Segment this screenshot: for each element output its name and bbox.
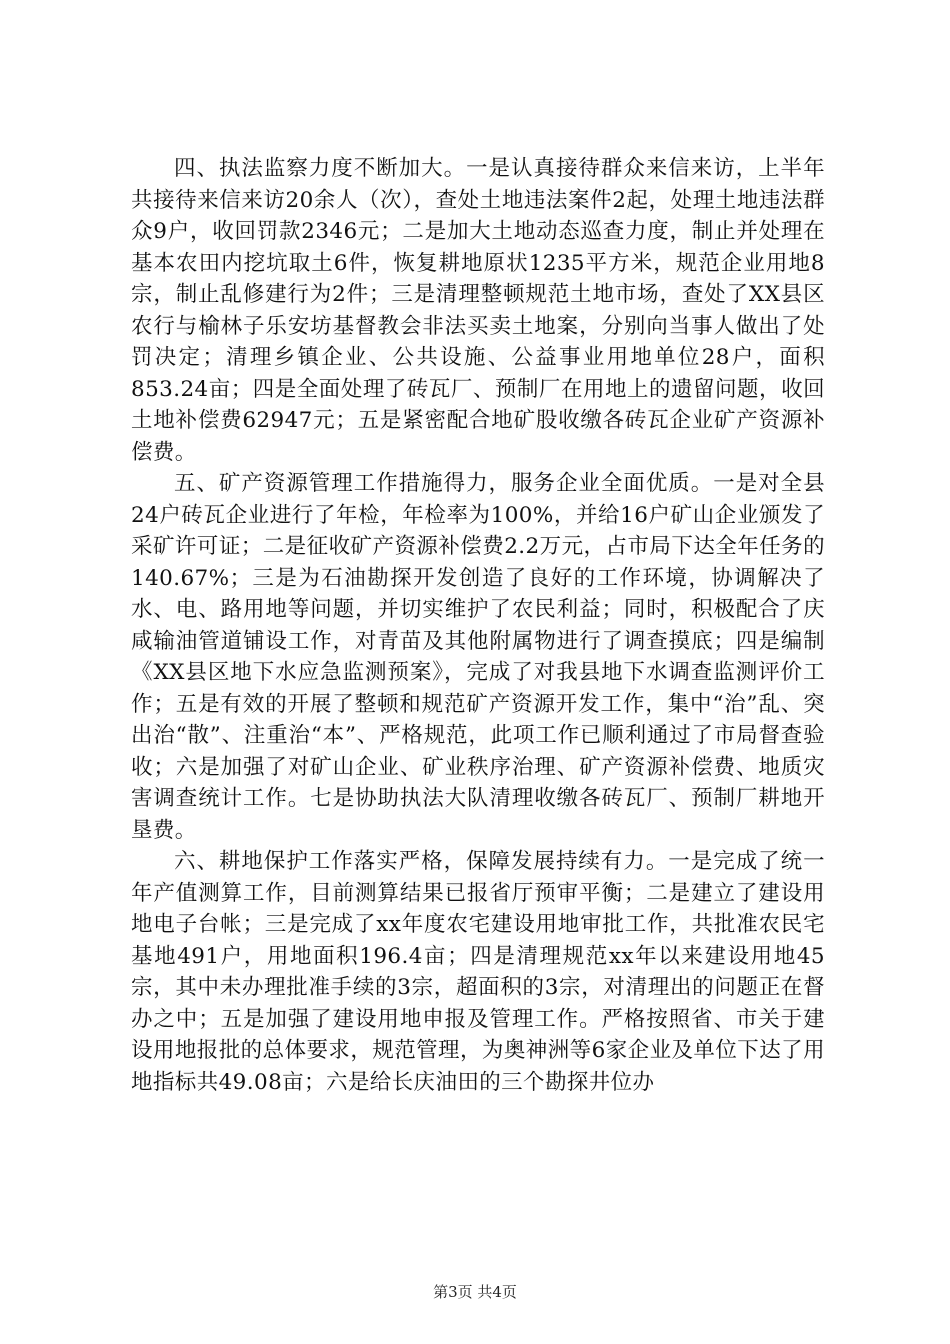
paragraph-mineral-resources: 五、矿产资源管理工作措施得力，服务企业全面优质。一是对全县24户砖瓦企业进行了年检，年检率为100%，并给16户矿山企业颁发了采矿许可证；二是征收矿产资源补偿费2.2万元，占市局下达全年任务的140.67%；三是为石油勘探开发创造了良好的工作环境，协调解决了水、电、路用地等问题，并切实维护了农民利益；同时，积极配合了庆咸输油管道铺设工作，对青苗及其他附属物进行了调查摸底；四是编制《XX县区地下水应急监测预案》，完成了对我县地下水调查监测评价工作；五是有效的开展了整顿和规范矿产资源开发工作，集中“治”乱、突出治“散”、注重治“本”、严格规范，此项工作已顺利通过了市局督查验收；六是加强了对矿山企业、矿业秩序治理、矿产资源补偿费、地质灾害调查统计工作。七是协助执法大队清理收缴各砖瓦厂、预制厂耕地开垦费。 (131, 471, 825, 843)
paragraph-enforcement: 四、执法监察力度不断加大。一是认真接待群众来信来访，上半年共接待来信来访20余人（次），查处土地违法案件2起，处理土地违法群众9户，收回罚款2346元；二是加大土地动态巡查力度，制止并处理在基本农田内挖坑取土6件，恢复耕地原状1235平方米，规范企业用地8宗，制止乱修建行为2件；三是清理整顿规范土地市场，查处了XX县区农行与榆林子乐安坊基督教会非法买卖土地案，分别向当事人做出了处罚决定；清理乡镇企业、公共设施、公益事业用地单位28户，面积853.24亩；四是全面处理了砖瓦厂、预制厂在用地上的遗留问题，收回土地补偿费62947元；五是紧密配合地矿股收缴各砖瓦企业矿产资源补偿费。 (131, 156, 825, 465)
page-footer: 第3页 共4页 (433, 1283, 517, 1301)
paragraph-farmland-protection: 六、耕地保护工作落实严格，保障发展持续有力。一是完成了统一年产值测算工作，目前测算结果已报省厅预审平衡；二是建立了建设用地电子台帐；三是完成了xx年度农宅建设用地审批工作，共批准农民宅基地491户，用地面积196.4亩；四是清理规范xx年以来建设用地45宗，其中未办理批准手续的3宗，超面积的3宗，对清理出的问题正在督办之中；五是加强了建设用地申报及管理工作。严格按照省、市关于建设用地报批的总体要求，规范管理，为奥神洲等6家企业及单位下达了用地指标共49.08亩；六是给长庆油田的三个勘探井位办 (131, 849, 825, 1095)
document-body (131, 153, 825, 1098)
